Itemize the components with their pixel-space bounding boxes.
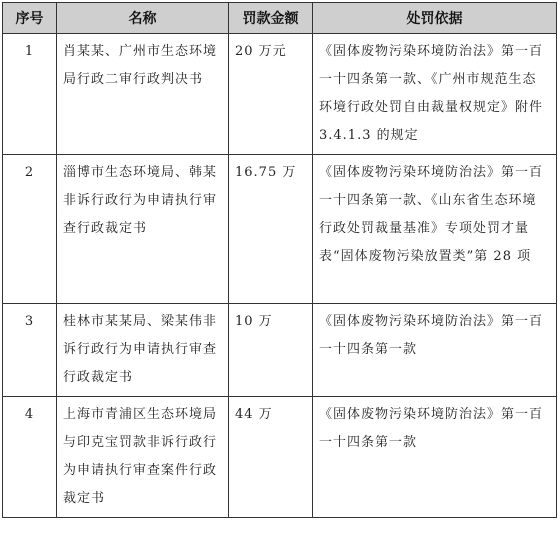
case-name: 上海市青浦区生态环境局与印克宝罚款非诉行政行为申请执行审查案件行政裁定书 [57, 397, 229, 518]
header-basis: 处罚依据 [313, 3, 557, 34]
row-number: 2 [3, 155, 57, 304]
penalty-basis: 《固体废物污染环境防治法》第一百一十四条第一款 [313, 397, 557, 518]
fine-amount: 10 万 [229, 304, 313, 397]
case-name: 肖某某、广州市生态环境局行政二审行政判决书 [57, 34, 229, 155]
table-body [3, 34, 557, 518]
table-header [3, 3, 557, 34]
header-name: 名称 [57, 3, 229, 34]
header-fine: 罚款金额 [229, 3, 313, 34]
row-number: 1 [3, 34, 57, 155]
fine-amount: 44 万 [229, 397, 313, 518]
table-row [3, 397, 557, 518]
header-no: 序号 [3, 3, 57, 34]
penalty-basis: 《固体废物污染环境防治法》第一百一十四条第一款 [313, 304, 557, 397]
table-row [3, 34, 557, 155]
penalty-basis: 《固体废物污染环境防治法》第一百一十四条第一款、《山东省生态环境行政处罚裁量基准》专项处罚才量表“固体废物污染放置类”第 28 项 [313, 155, 557, 304]
fine-amount: 16.75 万 [229, 155, 313, 304]
fine-amount: 20 万元 [229, 34, 313, 155]
case-name: 淄博市生态环境局、韩某非诉行政行为申请执行审查行政裁定书 [57, 155, 229, 304]
penalty-basis: 《固体废物污染环境防治法》第一百一十四条第一款、《广州市规范生态环境行政处罚自由裁量权规定》附件 3.4.1.3 的规定 [313, 34, 557, 155]
row-number: 4 [3, 397, 57, 518]
row-number: 3 [3, 304, 57, 397]
table-row [3, 155, 557, 304]
penalty-table [2, 2, 557, 518]
table-row [3, 304, 557, 397]
header-row [3, 3, 557, 34]
case-name: 桂林市某某局、梁某伟非诉行政行为申请执行审查行政裁定书 [57, 304, 229, 397]
